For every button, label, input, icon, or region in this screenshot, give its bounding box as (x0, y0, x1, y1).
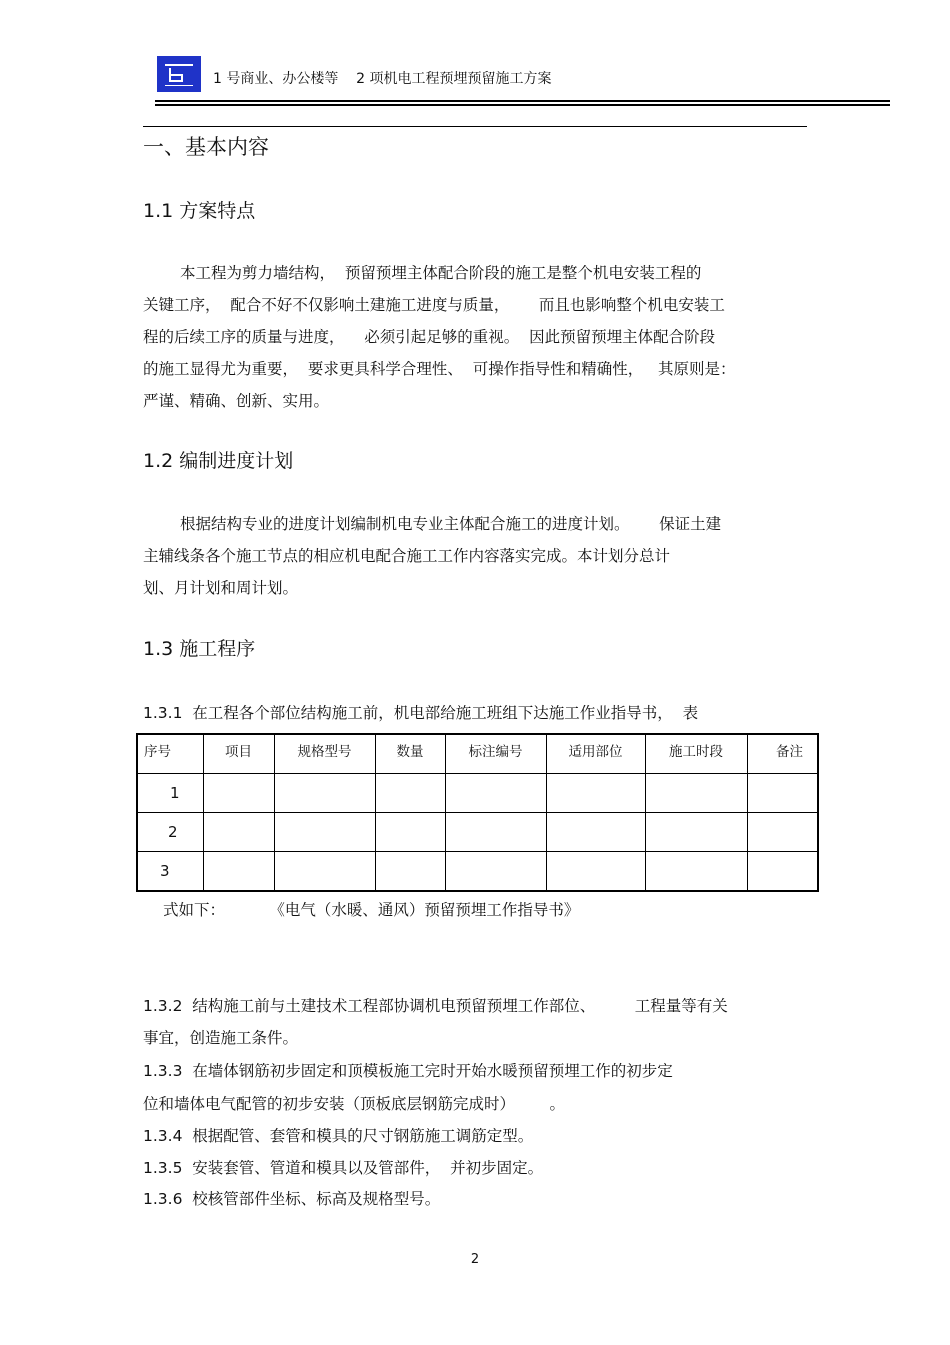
item-1-3-4: 1.3.4 根据配管、套管和模具的尺寸钢筋施工调筋定型。 (143, 1127, 534, 1145)
table-row (137, 813, 818, 852)
table-cell (445, 813, 546, 852)
paragraph-line: 根据结构专业的进度计划编制机电专业主体配合施工的进度计划。 保证土建 (180, 515, 722, 533)
paragraph-line: 本工程为剪力墙结构， 预留预埋主体配合阶段的施工是整个机电安装工程的 (180, 264, 702, 282)
table-cell (445, 852, 546, 892)
table-caption: 式如下： 《电气（水暖、通风）预留预埋工作指导书》 (163, 901, 580, 919)
table-cell (546, 774, 645, 813)
table-row (137, 852, 818, 892)
paragraph-1-2 (143, 508, 807, 604)
table-cell: 3 (137, 852, 203, 892)
header-rule-top (155, 100, 890, 102)
header-rule-bottom (155, 104, 890, 106)
item-1-3-3: 1.3.3 在墙体钢筋初步固定和顶模板施工完时开始水暖预留预埋工作的初步定 (143, 1062, 673, 1080)
page-number: 2 (470, 1252, 480, 1267)
paragraph-line: 划、月计划和周计划。 (143, 579, 299, 597)
paragraph-line: 关键工序， 配合不好不仅影响土建施工进度与质量， 而且也影响整个机电安装工 (143, 296, 725, 314)
table-header-cell: 备注 (747, 734, 818, 774)
table-cell: 1 (137, 774, 203, 813)
item-1-3-1: 1.3.1 在工程各个部位结构施工前，机电部给施工班组下达施工作业指导书， 表 (143, 704, 699, 722)
item-1-3-2-cont: 事宜，创造施工条件。 (143, 1029, 299, 1047)
table-header-cell: 规格型号 (274, 734, 375, 774)
table-cell (274, 813, 375, 852)
item-1-3-3-cont: 位和墙体电气配管的初步安装（顶板底层钢筋完成时） 。 (143, 1095, 565, 1113)
section-title: 一、基本内容 (143, 135, 269, 159)
heading-1-1: 1.1 方案特点 (143, 200, 256, 222)
company-logo-icon (157, 56, 201, 92)
table-cell: 2 (137, 813, 203, 852)
work-instruction-table (136, 733, 819, 892)
table-cell (747, 813, 818, 852)
table-header-cell: 施工时段 (645, 734, 747, 774)
table-header-cell: 项目 (203, 734, 274, 774)
table-cell (274, 852, 375, 892)
section-rule (143, 126, 807, 127)
table-row (137, 774, 818, 813)
table-cell (445, 774, 546, 813)
header-title: 1 号商业、办公楼等 2 项机电工程预埋预留施工方案 (213, 71, 552, 87)
table-header-cell: 适用部位 (546, 734, 645, 774)
paragraph-line: 程的后续工序的质量与进度， 必须引起足够的重视。 因此预留预埋主体配合阶段 (143, 328, 716, 346)
table-header-cell: 标注编号 (445, 734, 546, 774)
table-header-row (137, 734, 818, 774)
table-cell (274, 774, 375, 813)
item-1-3-6: 1.3.6 校核管部件坐标、标高及规格型号。 (143, 1190, 441, 1208)
table-cell (645, 813, 747, 852)
paragraph-1-1 (143, 257, 807, 417)
table-cell (375, 774, 445, 813)
table-cell (203, 813, 274, 852)
table-cell (203, 774, 274, 813)
table-header-cell: 数量 (375, 734, 445, 774)
table-cell (203, 852, 274, 892)
table-cell (546, 852, 645, 892)
table-cell (747, 852, 818, 892)
paragraph-line: 主辅线条各个施工节点的相应机电配合施工工作内容落实完成。本计划分总计 (143, 547, 671, 565)
paragraph-line: 的施工显得尤为重要， 要求更具科学合理性、 可操作指导性和精确性， 其原则是： (143, 360, 736, 378)
table-cell (747, 774, 818, 813)
table-cell (645, 774, 747, 813)
item-1-3-5: 1.3.5 安装套管、管道和模具以及管部件， 并初步固定。 (143, 1159, 544, 1177)
table-cell (375, 852, 445, 892)
paragraph-line: 严谨、精确、创新、实用。 (143, 392, 330, 410)
table-header-cell: 序号 (137, 734, 203, 774)
item-1-3-2: 1.3.2 结构施工前与土建技术工程部协调机电预留预埋工作部位、 工程量等有关 (143, 997, 728, 1015)
heading-1-2: 1.2 编制进度计划 (143, 450, 294, 472)
table-cell (375, 813, 445, 852)
heading-1-3: 1.3 施工程序 (143, 638, 256, 660)
table-cell (546, 813, 645, 852)
table-cell (645, 852, 747, 892)
